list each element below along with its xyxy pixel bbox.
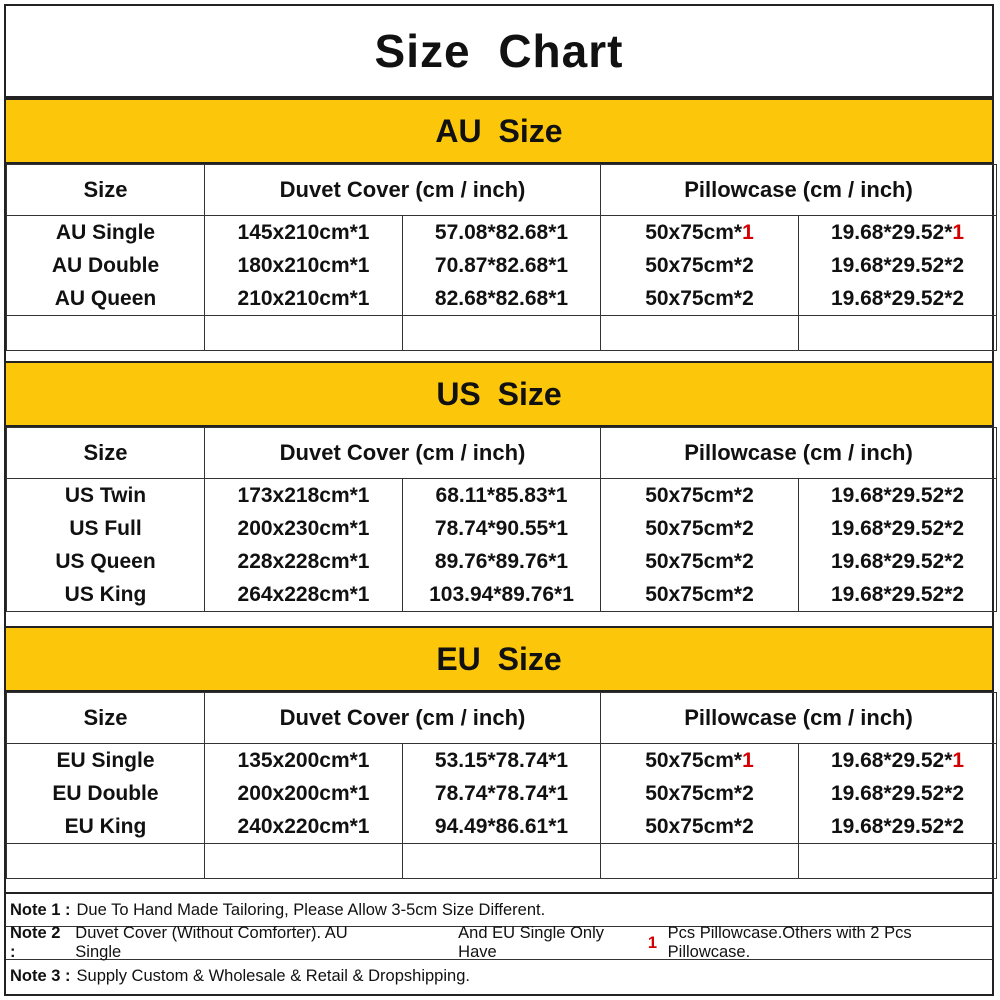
- pillow-inch-value: 19.68*29.52*: [830, 253, 953, 277]
- duvet-inch: 57.08*82.68*1: [403, 216, 601, 250]
- pillow-cm: [601, 479, 799, 513]
- table-row: [7, 777, 997, 810]
- note-qty: 1: [647, 933, 658, 952]
- pillow-qty: 1: [952, 748, 965, 772]
- table-row: [7, 216, 997, 250]
- pillow-inch: [799, 216, 997, 250]
- eu-section: [6, 626, 992, 879]
- pillow-cm: [601, 512, 799, 545]
- size-table: [6, 164, 997, 351]
- empty-cell: [799, 316, 997, 351]
- pillow-inch: [799, 479, 997, 513]
- note-text: Duvet Cover (Without Comforter). AU Single: [75, 924, 348, 961]
- pillow-qty: 1: [742, 220, 754, 244]
- pillow-cm-value: 50x75cm*: [645, 549, 743, 573]
- duvet-cm: 200x230cm*1: [205, 512, 403, 545]
- size-name: EU Single: [7, 744, 205, 778]
- size-name: AU Queen: [7, 282, 205, 316]
- pillow-qty: 2: [742, 253, 754, 277]
- pillow-cm-value: 50x75cm*: [645, 483, 743, 507]
- pillow-cm-value: 50x75cm*: [645, 814, 743, 838]
- duvet-inch: 53.15*78.74*1: [403, 744, 601, 778]
- header-row: [7, 428, 997, 479]
- size-name: US Full: [7, 512, 205, 545]
- note-2: [6, 924, 992, 961]
- empty-cell: [403, 316, 601, 351]
- pillow-qty: 2: [742, 549, 754, 573]
- duvet-cm: 200x200cm*1: [205, 777, 403, 810]
- size-header: Size: [7, 428, 205, 479]
- pillow-qty: 2: [742, 483, 754, 507]
- note-1: [6, 894, 992, 927]
- pillow-header: Pillowcase (cm / inch): [601, 428, 997, 479]
- pillow-header: Pillowcase (cm / inch): [601, 693, 997, 744]
- pillow-inch: [799, 545, 997, 578]
- note-3: [6, 960, 992, 993]
- size-header: Size: [7, 165, 205, 216]
- pillow-cm: [601, 744, 799, 778]
- note-label: Note 2 :: [10, 924, 61, 961]
- pillow-inch-value: 19.68*29.52*: [830, 748, 953, 772]
- size-table: [6, 427, 997, 612]
- note-label: Note 1 :: [10, 900, 71, 919]
- empty-row: [7, 844, 997, 879]
- empty-cell: [601, 844, 799, 879]
- empty-row: [7, 316, 997, 351]
- duvet-cm: 264x228cm*1: [205, 578, 403, 612]
- pillow-inch-value: 19.68*29.52*: [830, 814, 953, 838]
- note-text: Pcs Pillowcase.Others with 2 Pcs Pillowcase.: [667, 924, 912, 961]
- pillow-qty: 2: [742, 516, 754, 540]
- size-table: [6, 692, 997, 879]
- note-text: Supply Custom & Wholesale & Retail & Dropshipping.: [76, 967, 470, 985]
- table-row: [7, 249, 997, 282]
- pillow-inch: [799, 810, 997, 844]
- pillow-qty: 2: [952, 781, 965, 805]
- duvet-cm: 228x228cm*1: [205, 545, 403, 578]
- size-name: EU King: [7, 810, 205, 844]
- size-header: Size: [7, 693, 205, 744]
- size-name: US Queen: [7, 545, 205, 578]
- table-row: [7, 479, 997, 513]
- pillow-inch: [799, 512, 997, 545]
- duvet-header: Duvet Cover (cm / inch): [205, 693, 601, 744]
- duvet-cm: 180x210cm*1: [205, 249, 403, 282]
- pillow-inch-value: 19.68*29.52*: [830, 582, 953, 606]
- pillow-inch-value: 19.68*29.52*: [830, 781, 953, 805]
- section-heading: US Size: [6, 361, 992, 427]
- pillow-qty: 1: [952, 220, 965, 244]
- table-row: [7, 512, 997, 545]
- pillow-qty: 2: [952, 814, 965, 838]
- empty-cell: [799, 844, 997, 879]
- empty-cell: [601, 316, 799, 351]
- pillow-cm: [601, 810, 799, 844]
- table-row: [7, 744, 997, 778]
- pillow-cm: [601, 578, 799, 612]
- pillow-inch: [799, 282, 997, 316]
- pillow-qty: 2: [952, 516, 965, 540]
- duvet-cm: 173x218cm*1: [205, 479, 403, 513]
- duvet-inch: 70.87*82.68*1: [403, 249, 601, 282]
- size-chart: [4, 4, 994, 996]
- pillow-qty: 2: [952, 286, 965, 310]
- duvet-cm: 240x220cm*1: [205, 810, 403, 844]
- us-section: [6, 361, 992, 612]
- pillow-cm: [601, 282, 799, 316]
- duvet-inch: 94.49*86.61*1: [403, 810, 601, 844]
- pillow-cm-value: 50x75cm*: [645, 516, 743, 540]
- pillow-cm-value: 50x75cm*: [645, 253, 743, 277]
- duvet-header: Duvet Cover (cm / inch): [205, 428, 601, 479]
- size-name: US King: [7, 578, 205, 612]
- size-name: AU Double: [7, 249, 205, 282]
- table-row: [7, 282, 997, 316]
- pillow-inch: [799, 249, 997, 282]
- size-name: AU Single: [7, 216, 205, 250]
- pillow-header: Pillowcase (cm / inch): [601, 165, 997, 216]
- pillow-inch: [799, 777, 997, 810]
- pillow-qty: 2: [952, 582, 965, 606]
- pillow-inch-value: 19.68*29.52*: [830, 516, 953, 540]
- pillow-cm-value: 50x75cm*: [645, 781, 743, 805]
- chart-title: Size Chart: [6, 6, 992, 98]
- pillow-cm-value: 50x75cm*: [645, 220, 743, 244]
- pillow-qty: 2: [952, 549, 965, 573]
- pillow-inch-value: 19.68*29.52*: [830, 286, 953, 310]
- duvet-inch: 103.94*89.76*1: [403, 578, 601, 612]
- pillow-cm: [601, 216, 799, 250]
- au-section: [6, 98, 992, 351]
- header-row: [7, 165, 997, 216]
- pillow-inch: [799, 578, 997, 612]
- pillow-inch: [799, 744, 997, 778]
- pillow-qty: 2: [742, 781, 754, 805]
- duvet-inch: 89.76*89.76*1: [403, 545, 601, 578]
- section-heading: AU Size: [6, 98, 992, 164]
- duvet-inch: 78.74*78.74*1: [403, 777, 601, 810]
- notes: [6, 892, 992, 994]
- note-text: And EU Single Only Have: [458, 924, 604, 961]
- pillow-cm-value: 50x75cm*: [645, 582, 743, 606]
- empty-cell: [205, 844, 403, 879]
- size-name: EU Double: [7, 777, 205, 810]
- pillow-cm: [601, 545, 799, 578]
- note-text: Due To Hand Made Tailoring, Please Allow 3-5cm Size Different.: [76, 900, 546, 919]
- header-row: [7, 693, 997, 744]
- section-heading: EU Size: [6, 626, 992, 692]
- pillow-qty: 2: [952, 483, 965, 507]
- pillow-inch-value: 19.68*29.52*: [830, 549, 953, 573]
- duvet-inch: 68.11*85.83*1: [403, 479, 601, 513]
- pillow-qty: 2: [952, 253, 965, 277]
- pillow-inch-value: 19.68*29.52*: [830, 483, 953, 507]
- empty-cell: [205, 316, 403, 351]
- empty-cell: [403, 844, 601, 879]
- size-name: US Twin: [7, 479, 205, 513]
- pillow-cm: [601, 249, 799, 282]
- duvet-inch: 82.68*82.68*1: [403, 282, 601, 316]
- pillow-qty: 1: [742, 748, 754, 772]
- pillow-cm-value: 50x75cm*: [645, 286, 743, 310]
- empty-cell: [7, 844, 205, 879]
- duvet-inch: 78.74*90.55*1: [403, 512, 601, 545]
- duvet-cm: 135x200cm*1: [205, 744, 403, 778]
- duvet-cm: 145x210cm*1: [205, 216, 403, 250]
- pillow-qty: 2: [742, 814, 754, 838]
- pillow-qty: 2: [742, 582, 754, 606]
- duvet-cm: 210x210cm*1: [205, 282, 403, 316]
- table-row: [7, 545, 997, 578]
- pillow-cm: [601, 777, 799, 810]
- pillow-cm-value: 50x75cm*: [645, 748, 743, 772]
- table-row: [7, 810, 997, 844]
- duvet-header: Duvet Cover (cm / inch): [205, 165, 601, 216]
- empty-cell: [7, 316, 205, 351]
- note-label: Note 3 :: [10, 967, 71, 985]
- pillow-inch-value: 19.68*29.52*: [830, 220, 953, 244]
- table-row: [7, 578, 997, 612]
- pillow-qty: 2: [742, 286, 754, 310]
